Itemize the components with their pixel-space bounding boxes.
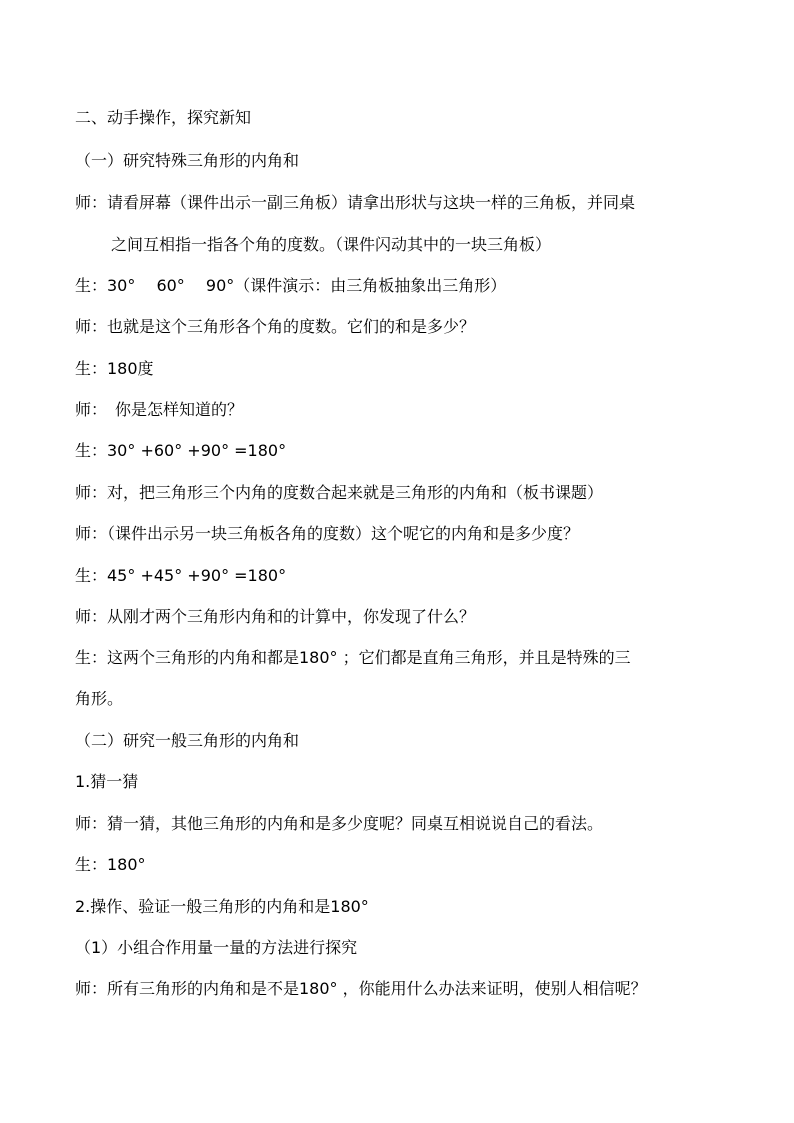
step-heading: 1.猜一猜 xyxy=(75,772,139,791)
dialogue-line: 师： 你是怎样知道的？ xyxy=(75,400,244,419)
dialogue-line: 生：180° xyxy=(75,855,146,874)
dialogue-line: 生：180度 xyxy=(75,359,154,378)
subsection-heading: （二）研究一般三角形的内角和 xyxy=(75,731,300,750)
section-heading: 二、动手操作，探究新知 xyxy=(75,108,252,127)
dialogue-line: 师：猜一猜，其他三角形的内角和是多少度呢？同桌互相说说自己的看法。 xyxy=(75,814,604,833)
dialogue-line-continuation: 之间互相指一指各个角的度数。（课件闪动其中的一块三角板） xyxy=(111,235,552,254)
dialogue-line-continuation: 角形。 xyxy=(75,689,124,708)
subsection-heading: （一）研究特殊三角形的内角和 xyxy=(75,151,300,170)
dialogue-line: 师：对，把三角形三个内角的度数合起来就是三角形的内角和（板书课题） xyxy=(75,483,604,502)
dialogue-line: 生：45° +45° +90° =180° xyxy=(75,566,287,585)
dialogue-line: 生：30° +60° +90° =180° xyxy=(75,441,287,460)
step-subheading: （1）小组合作用量一量的方法进行探究 xyxy=(75,938,358,957)
dialogue-line: 师：请看屏幕（课件出示一副三角板）请拿出形状与这块一样的三角板，并同桌 xyxy=(75,193,636,212)
dialogue-line: 师：从刚才两个三角形内角和的计算中，你发现了什么？ xyxy=(75,607,476,626)
step-heading: 2.操作、验证一般三角形的内角和是180° xyxy=(75,897,369,916)
dialogue-line: 师：所有三角形的内角和是不是180° ，你能用什么办法来证明，使别人相信呢？ xyxy=(75,979,647,998)
dialogue-line: 师：（课件出示另一块三角板各角的度数）这个呢它的内角和是多少度？ xyxy=(75,524,580,543)
dialogue-line: 生：30° 60° 90°（课件演示：由三角板抽象出三角形） xyxy=(75,276,507,295)
dialogue-line: 师：也就是这个三角形各个角的度数。它们的和是多少？ xyxy=(75,317,476,336)
dialogue-line: 生：这两个三角形的内角和都是180° ；它们都是直角三角形，并且是特殊的三 xyxy=(75,648,631,667)
